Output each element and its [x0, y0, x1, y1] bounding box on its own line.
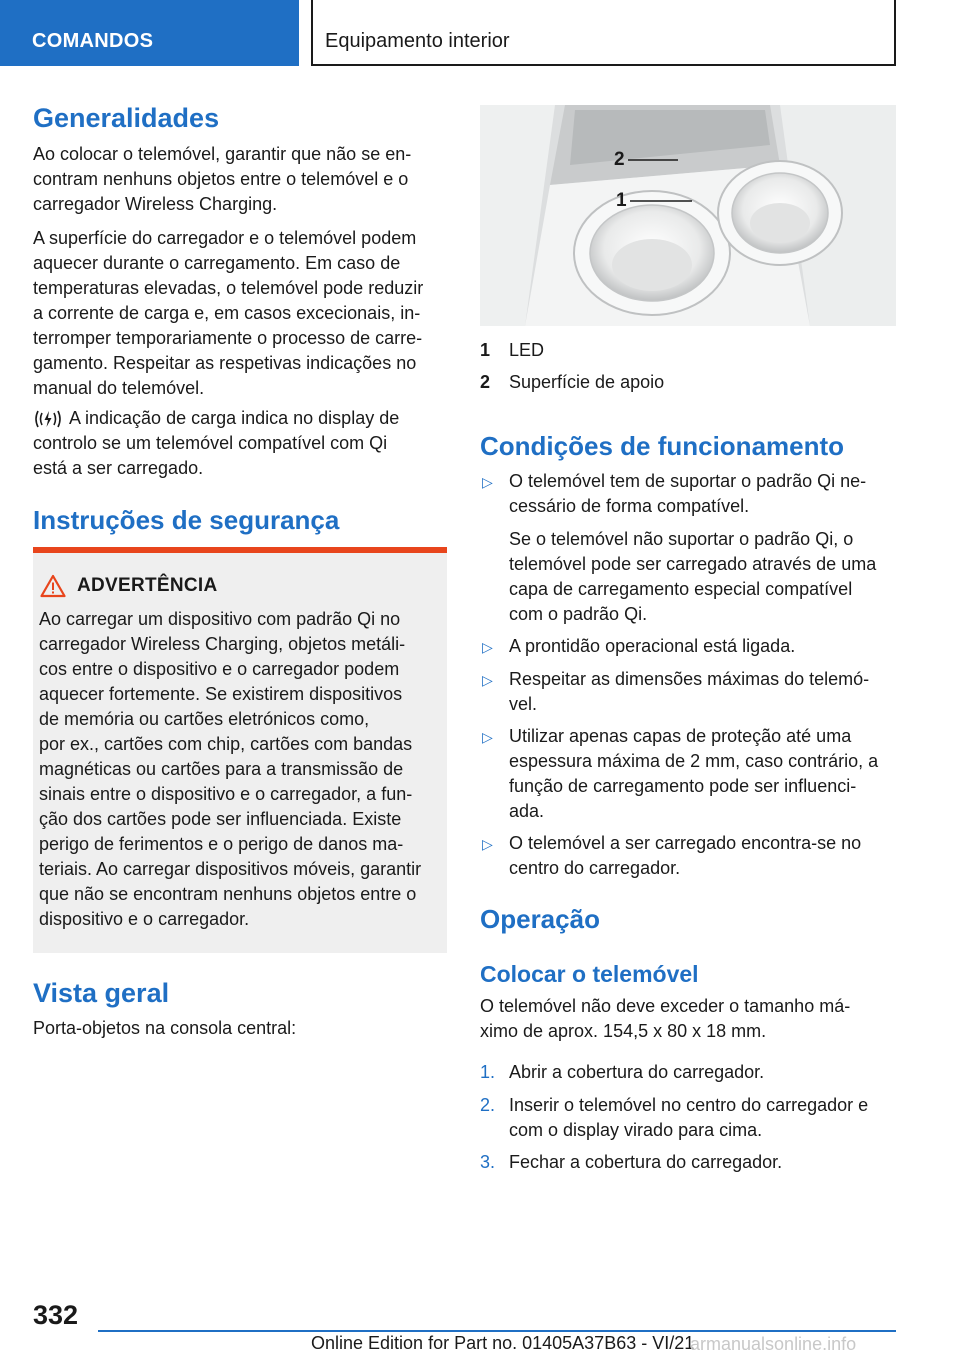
legend-number-1: 1 — [480, 340, 491, 360]
triangle-bullet-icon: ▷ — [482, 672, 493, 688]
operation-heading: Operação — [480, 904, 600, 934]
step-text: Abrir a cobertura do carregador. — [509, 1062, 765, 1082]
step-number: 2. — [480, 1095, 496, 1115]
safety-heading: Instruções de segurança — [33, 505, 340, 535]
console-storage-image — [480, 105, 896, 326]
general-paragraph-3: A indicação de carga indica no display de controlo se um telemóvel compatível com Qi está a ser carregado. — [33, 408, 400, 478]
section-tab — [0, 0, 299, 66]
place-phone-heading: Colocar o telemóvel — [480, 961, 699, 987]
page-number: 332 — [33, 1300, 79, 1330]
overview-text: Porta-objetos na consola central: — [33, 1018, 297, 1038]
condition-item: A prontidão operacional está ligada. — [509, 636, 796, 656]
chapter-header — [311, 0, 896, 66]
warning-text: Ao carregar um dispositivo com padrão Qi no carregador Wireless Charging, objetos metáli- cos entre o dispositivo e o carregador podem aquecer fortemente. Se existirem dispositivos de memória ou cartões eletrónicos como, por ex., cartões com chip, cartões com bandas magnéticas ou cartões para a transmissão de sinais entre o dispositivo e o carregador, a fun- ção dos cartões pode ser influenciada. Existe perigo de ferimentos e o perigo de danos ma- teriais. Ao carregar dispositivos móveis, garantir que não se encontram nenhuns objetos entre o dispositivo e o carregador. — [39, 609, 422, 929]
edition-text: Online Edition for Part no. 01405A37B63 - VI/21 — [311, 1333, 695, 1353]
triangle-bullet-icon: ▷ — [482, 474, 493, 490]
condition-item-note: Se o telemóvel não suportar o padrão Qi, o telemóvel pode ser carregado através de uma capa de carregamento especial compatível com o padrão Qi. — [509, 529, 877, 624]
warning-title: ADVERTÊNCIA — [77, 575, 218, 596]
conditions-heading: Condições de funcionamento — [480, 431, 845, 461]
watermark-text: armanualsonline.info — [690, 1334, 857, 1354]
warning-triangle-icon — [40, 574, 66, 598]
step-text: Inserir o telemóvel no centro do carregador e com o display virado para cima. — [509, 1095, 869, 1140]
general-paragraph-1: Ao colocar o telemóvel, garantir que não se en- contram nenhuns objetos entre o telemóvel e o carregador Wireless Charging. — [33, 144, 412, 214]
step-number: 3. — [480, 1152, 496, 1172]
triangle-bullet-icon: ▷ — [482, 729, 493, 745]
condition-item: Utilizar apenas capas de proteção até uma espessura máxima de 2 mm, caso contrário, a função de carregamento pode ser influenci- ada. — [509, 726, 879, 821]
section-label: COMANDOS — [32, 30, 154, 52]
place-phone-text: O telemóvel não deve exceder o tamanho má- ximo de aprox. 154,5 x 80 x 18 mm. — [480, 996, 851, 1041]
general-paragraph-2: A superfície do carregador e o telemóvel podem aquecer durante o carregamento. Em caso de temperaturas elevadas, o telemóvel pode reduzir a corrente de carga e, em casos excecionais, in- terromper temporariamente o processo de carre- gamento. Respeitar as respetivas indicações no manual do telemóvel. — [33, 228, 424, 398]
callout-label-1: 1 — [616, 190, 627, 211]
general-heading: Generalidades — [33, 103, 220, 133]
callout-label-2: 2 — [614, 149, 625, 170]
condition-item: O telemóvel a ser carregado encontra-se no centro do carregador. — [509, 833, 862, 878]
triangle-bullet-icon: ▷ — [482, 639, 493, 655]
overview-heading: Vista geral — [33, 978, 170, 1008]
chapter-label: Equipamento interior — [325, 30, 510, 52]
legend-number-2: 2 — [480, 372, 491, 392]
footer-rule — [98, 1330, 896, 1332]
condition-item: Respeitar as dimensões máximas do telemó- vel. — [509, 669, 870, 714]
triangle-bullet-icon: ▷ — [482, 836, 493, 852]
step-number: 1. — [480, 1062, 496, 1082]
legend-text-2: Superfície de apoio — [509, 372, 665, 392]
step-text: Fechar a cobertura do carregador. — [509, 1152, 783, 1172]
condition-item: O telemóvel tem de suportar o padrão Qi ne- cessário de forma compatível. — [509, 471, 867, 516]
legend-text-1: LED — [509, 340, 545, 360]
console-illustration — [480, 105, 896, 326]
